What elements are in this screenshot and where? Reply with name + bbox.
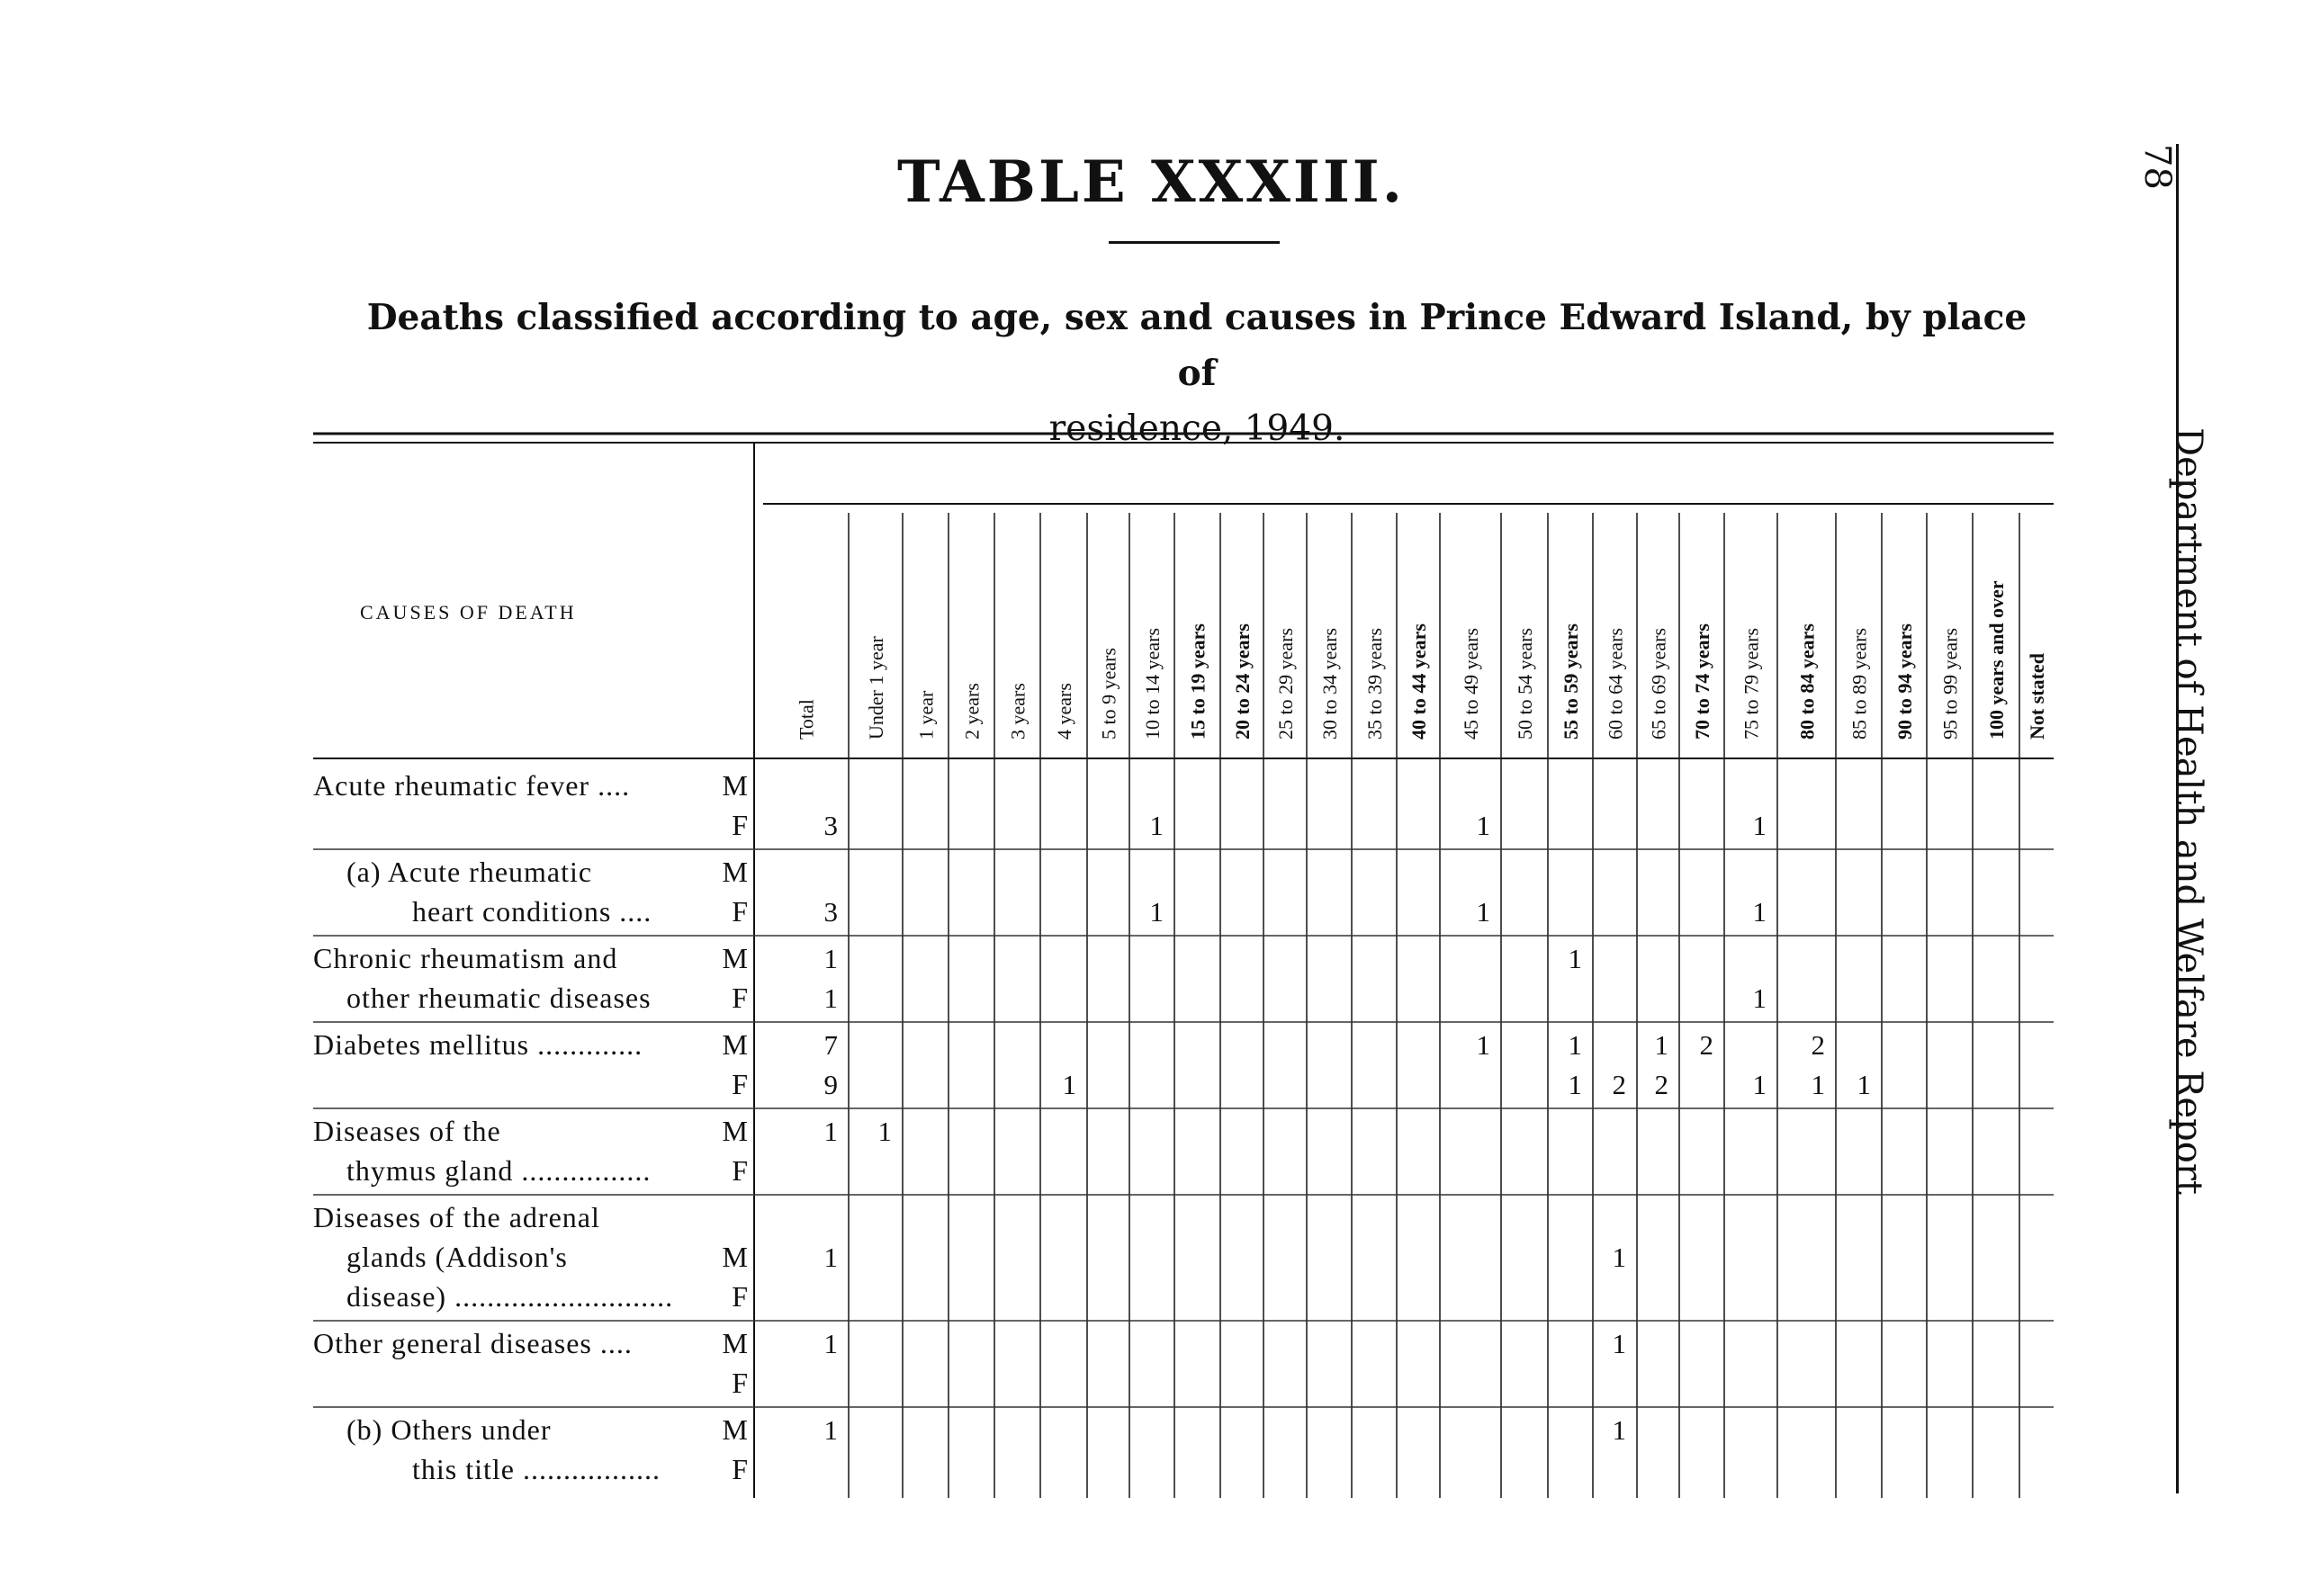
row-label: Acute rheumatic fever ....: [313, 769, 631, 802]
row-label: Diabetes mellitus .............: [313, 1028, 643, 1061]
column-header-0: Total: [795, 699, 818, 740]
row-label: Other general diseases ....: [313, 1327, 633, 1359]
cell-value: 1: [1811, 1069, 1825, 1100]
column-header-1: Under 1 year: [865, 636, 887, 740]
column-header-22: 85 to 89 years: [1848, 627, 1871, 740]
row-sex: M: [722, 1327, 749, 1359]
cell-value: 1: [1568, 1069, 1582, 1100]
cell-value: 1: [1062, 1069, 1076, 1100]
cell-value: 9: [823, 1069, 838, 1100]
cell-value: 7: [823, 1029, 838, 1061]
column-header-10: 25 to 29 years: [1274, 627, 1297, 740]
row-sex: M: [722, 1413, 749, 1446]
cell-value: 1: [1476, 896, 1490, 928]
column-header-4: 3 years: [1006, 683, 1030, 740]
table-title: TABLE XXXIII.: [897, 148, 1405, 216]
row-label: F: [732, 1367, 749, 1399]
row-label: F: [732, 1068, 749, 1100]
row-label: this title .................: [412, 1453, 661, 1485]
cell-value: 1: [823, 1414, 838, 1446]
column-header-2: 1 year: [914, 690, 938, 740]
cell-value: 1: [823, 1328, 838, 1359]
cell-value: 1: [823, 982, 838, 1014]
row-sex: M: [722, 1115, 749, 1147]
causes-header: CAUSES OF DEATH: [360, 601, 577, 623]
column-header-8: 15 to 19 years: [1186, 623, 1209, 740]
cell-value: 1: [1568, 943, 1582, 974]
running-header: Department of Health and Welfare Report: [2168, 427, 2209, 1195]
cell-value: 1: [1568, 1029, 1582, 1061]
row-sex: F: [732, 895, 749, 928]
column-header-24: 95 to 99 years: [1938, 627, 1962, 740]
cell-value: 2: [1699, 1029, 1713, 1061]
page-number: 78: [2136, 144, 2178, 190]
row-label: Diseases of the adrenal: [313, 1201, 600, 1233]
cell-value: 1: [1612, 1414, 1626, 1446]
cell-value: 1: [1476, 1029, 1490, 1061]
row-sex: F: [732, 1154, 749, 1187]
row-label: Diseases of the: [313, 1115, 501, 1147]
subtitle-line-2: residence, 1949.: [1048, 408, 1345, 449]
cell-value: 1: [1752, 1069, 1767, 1100]
row-sex: F: [732, 1453, 749, 1485]
column-header-21: 80 to 84 years: [1795, 623, 1819, 740]
column-header-19: 70 to 74 years: [1691, 623, 1713, 740]
cell-value: 1: [1612, 1242, 1626, 1273]
cell-value: 1: [1752, 982, 1767, 1014]
cell-value: 2: [1612, 1069, 1626, 1100]
cell-value: 1: [1612, 1328, 1626, 1359]
row-label: disease) ...........................: [346, 1280, 674, 1313]
cell-value: 1: [823, 943, 838, 974]
cell-value: 1: [823, 1116, 838, 1147]
row-sex: F: [732, 982, 749, 1014]
column-header-16: 55 to 59 years: [1560, 623, 1582, 740]
row-label: (a) Acute rheumatic: [346, 856, 593, 888]
column-header-12: 35 to 39 years: [1363, 627, 1386, 740]
row-sex: M: [722, 1028, 749, 1061]
row-sex: F: [732, 1280, 749, 1313]
row-label: heart conditions ....: [412, 895, 652, 928]
cell-value: 3: [823, 810, 838, 841]
column-header-6: 5 to 9 years: [1097, 647, 1120, 740]
row-label: glands (Addison's: [346, 1241, 568, 1273]
column-header-17: 60 to 64 years: [1604, 627, 1627, 740]
cell-value: 1: [1752, 810, 1767, 841]
cell-value: 3: [823, 896, 838, 928]
row-label: Chronic rheumatism and: [313, 942, 618, 974]
row-label: other rheumatic diseases: [346, 982, 652, 1014]
cell-value: 1: [1857, 1069, 1871, 1100]
row-label: F: [732, 809, 749, 841]
column-header-7: 10 to 14 years: [1141, 627, 1164, 740]
subtitle-line-1: Deaths classified according to age, sex and causes in Prince Edward Island, by place of: [366, 297, 2028, 394]
cell-value: 1: [1752, 896, 1767, 928]
cell-value: 1: [1149, 896, 1164, 928]
column-header-13: 40 to 44 years: [1407, 623, 1430, 740]
column-header-20: 75 to 79 years: [1740, 627, 1763, 740]
column-header-15: 50 to 54 years: [1514, 627, 1536, 740]
column-header-14: 45 to 49 years: [1460, 627, 1482, 740]
column-header-23: 90 to 94 years: [1893, 623, 1916, 740]
row-label: thymus gland ................: [346, 1154, 652, 1187]
cell-value: 2: [1811, 1029, 1825, 1061]
column-header-5: 4 years: [1053, 683, 1075, 740]
column-header-18: 65 to 69 years: [1647, 627, 1670, 740]
column-header-3: 2 years: [960, 683, 984, 740]
column-header-9: 20 to 24 years: [1231, 623, 1254, 740]
cell-value: 2: [1654, 1069, 1668, 1100]
row-sex: M: [722, 856, 749, 888]
row-sex: M: [722, 942, 749, 974]
column-header-26: Not stated: [2026, 653, 2048, 740]
column-header-25: 100 years and over: [1985, 580, 2008, 740]
cell-value: 1: [823, 1242, 838, 1273]
cell-value: 1: [1149, 810, 1164, 841]
cell-value: 1: [1654, 1029, 1668, 1061]
column-header-11: 30 to 34 years: [1318, 627, 1341, 740]
row-sex: M: [722, 769, 749, 802]
row-label: (b) Others under: [346, 1413, 552, 1446]
cell-value: 1: [877, 1116, 892, 1147]
cell-value: 1: [1476, 810, 1490, 841]
row-sex: M: [722, 1241, 749, 1273]
